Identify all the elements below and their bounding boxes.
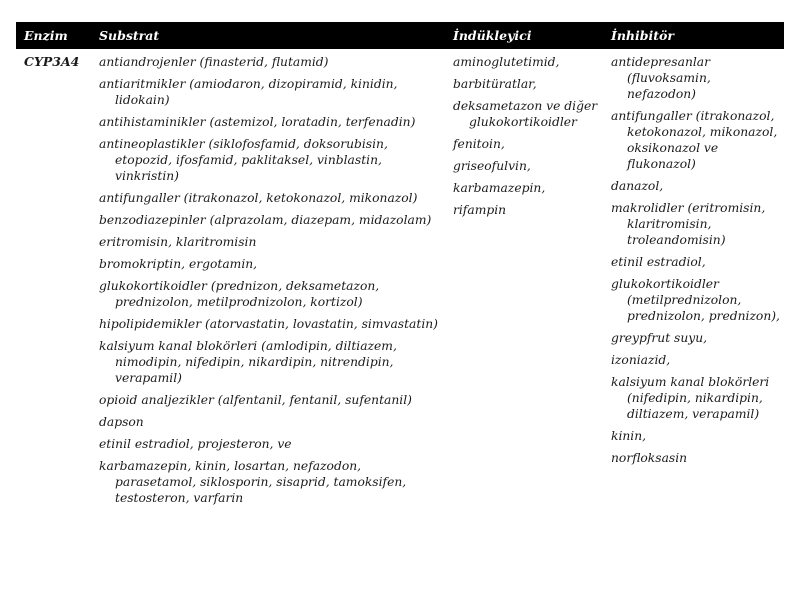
inducer-column <box>453 54 603 224</box>
table-body <box>16 49 784 589</box>
table-header <box>16 22 784 49</box>
inducer-item: rifampin <box>453 203 507 217</box>
substrate-item: antineoplastikler (siklofosfamid, doksorubisin, etopozid, ifosfamid, paklitaksel, vinblastin, vinkristin) <box>99 137 388 183</box>
substrate-item: hipolipidemikler (atorvastatin, lovastatin, simvastatin) <box>99 317 438 331</box>
substrate-item: opioid analjezikler (alfentanil, fentanil, sufentanil) <box>99 393 412 407</box>
inhibitor-item: kalsiyum kanal blokörleri (nifedipin, nikardipin, diltiazem, verapamil) <box>611 375 770 421</box>
inhibitor-item: danazol, <box>611 179 664 193</box>
inhibitor-item: norfloksasin <box>611 451 688 465</box>
header-indukleyici: İndükleyici <box>453 28 532 43</box>
inhibitor-item: glukokortikoidler (metilprednizolon, prednizolon, prednizon), <box>611 277 780 323</box>
drug-interaction-table <box>16 22 784 589</box>
inhibitor-item: greypfrut suyu, <box>611 331 708 345</box>
inducer-item: fenitoin, <box>453 137 505 151</box>
substrate-item: benzodiazepinler (alprazolam, diazepam, midazolam) <box>99 213 432 227</box>
substrate-item: glukokortikoidler (prednizon, deksametazon, prednizolon, metilprodnizolon, kortizol) <box>99 279 380 309</box>
inhibitor-item: makrolidler (eritromisin, klaritromisin, troleandomisin) <box>611 201 766 247</box>
substrate-item: antiandrojenler (finasterid, flutamid) <box>99 55 329 69</box>
header-substrat: Substrat <box>99 28 160 43</box>
enzyme-name: CYP3A4 <box>24 54 80 69</box>
header-enzim: Enzim <box>24 28 68 43</box>
substrate-item: antiaritmikler (amiodaron, dizopiramid, kinidin, lidokain) <box>99 77 398 107</box>
inhibitor-item: antifungaller (itrakonazol, ketokonazol, mikonazol, oksikonazol ve flukonazol) <box>611 109 778 171</box>
substrate-item: dapson <box>99 415 144 429</box>
inducer-item: deksametazon ve diğer glukokortikoidler <box>453 99 598 129</box>
inhibitor-item: izoniazid, <box>611 353 671 367</box>
substrate-item: antihistaminikler (astemizol, loratadin, terfenadin) <box>99 115 416 129</box>
substrate-item: kalsiyum kanal blokörleri (amlodipin, diltiazem, nimodipin, nifedipin, nikardipin, nitrendipin, verapamil) <box>99 339 397 385</box>
inhibitor-item: antidepresanlar (fluvoksamin, nefazodon) <box>611 55 711 101</box>
inhibitor-item: kinin, <box>611 429 647 443</box>
inducer-item: aminoglutetimid, <box>453 55 560 69</box>
substrate-item: antifungaller (itrakonazol, ketokonazol, mikonazol) <box>99 191 418 205</box>
substrate-column <box>99 54 444 512</box>
header-inhibitor: İnhibitör <box>611 28 674 43</box>
inducer-item: barbitüratlar, <box>453 77 537 91</box>
substrate-item: eritromisin, klaritromisin <box>99 235 257 249</box>
inhibitor-column <box>611 54 781 472</box>
substrate-item: karbamazepin, kinin, losartan, nefazodon, parasetamol, siklosporin, sisaprid, tamoksifen, testosteron, varfarin <box>99 459 407 505</box>
substrate-item: bromokriptin, ergotamin, <box>99 257 258 271</box>
inhibitor-item: etinil estradiol, <box>611 255 706 269</box>
inducer-item: karbamazepin, <box>453 181 546 195</box>
substrate-item: etinil estradiol, projesteron, ve <box>99 437 292 451</box>
inducer-item: griseofulvin, <box>453 159 531 173</box>
